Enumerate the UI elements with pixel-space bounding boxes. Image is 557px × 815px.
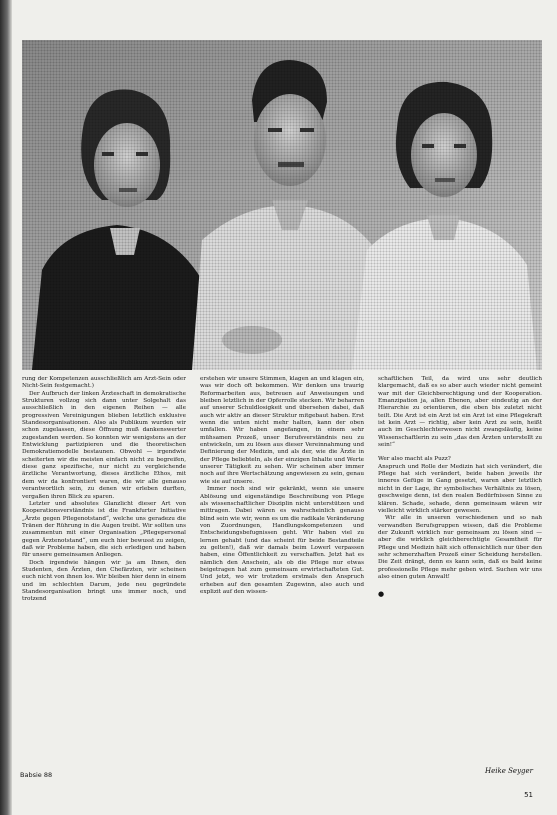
end-of-article-bullet-icon: ● bbox=[378, 590, 385, 599]
article-photo bbox=[22, 40, 542, 370]
scan-edge-shadow bbox=[0, 0, 12, 815]
paragraph: Doch irgendwie hängen wir ja am Ihnen, den Studenten, den Ärzten, den Chefärzten, wir scheinen euch nicht von ihnen los. Wir bleiben hier denn in einem und im schlechten Darum, jede neu gegründete Standesorganisation bringt uns immer noch, und trotzend bbox=[22, 559, 186, 603]
paragraph: Immer noch sind wir gekränkt, wenn sie unsere Ablösung und eigenständige Beschreibung von Pflege als wissenschaftlicher Disziplin nicht unterstützen und mittragen. Dabei wären es wahrscheinlich genauso blind sein wie wir, wenn es um die radikale Veränderung von Zuordnungen, Handlungskompetenzen und Entscheidungsbefugnissen geht. Wir haben viel zu lernen gehabt (und das scheint für beide Bestandteile zu gelten!), daß wir damals beim Lowerl verpassen haben, eine Öffentlichkeit zu verschaffen. Jetzt hat es nämlich den Anschein, als ob die Pflege nur etwas beigetragen hat zum gemeinsam erwirtschafteten Gut. Und jetzt, wo wir trotzdem erstmals den Anspruch erheben auf den gesamten Zugewinn, also auch und explizit auf den wissen- bbox=[200, 486, 364, 595]
paragraph: Wir alle in unseren verschiedenen und so nah verwandten Berufsgruppen wissen, daß die Probleme der Zukunft wirklich nur gemeinsam zu lösen sind — aber die wirklich gleichberechtigte Gesamtheit für Pflege und Medizin hält sich offensichtlich nur über den sehr schmerzhaften Prozeß einer Scheidung herstellen. Die Zeit drängt, denn es kann sein, daß es bald keine professionelle Pflege mehr geben wird. Suchen wir uns also einen guten Anwalt! bbox=[378, 515, 542, 580]
text-column-3 bbox=[378, 376, 542, 761]
paragraph: Anspruch und Rolle der Medizin hat sich verändert, die Pflege hat sich verändert, beide haben jeweils ihr inneres Gefüge in Gang gesetzt, waren aber letztlich nicht in der Lage, ihr symbolisches Verhältnis zu lösen, geschweige denn, ist den realen Bedürfnissen Sinne zu klären. Schade, sehade, denn gemeinsam wären wir vielleicht wirklich stärker gewesen. bbox=[378, 463, 542, 514]
hands-shape bbox=[222, 326, 282, 354]
article-text-columns bbox=[22, 376, 542, 761]
author-signature: Heike Seyger bbox=[485, 767, 533, 775]
magazine-issue-label: Babsie 88 bbox=[20, 771, 53, 779]
paragraph: rung der Kompetenzen ausschließlich am Arzt-Sein oder Nicht-Sein festgemacht.) bbox=[22, 376, 186, 390]
paragraph: erstehen wir unsere Stimmen, klagen an und klagen ein, was wir doch oft bekommen. Wir denken uns traurig Reformarbeiten aus, betreuen auf Anweisungen und bleiben letztlich in der Opferrolle stecken. Wir beharren auf unserer Schuldlosigkeit und übersehen dabei, daß auch wir aktiv an dieser Struktur mitgebaut haben. Erst wenn die unten nicht mehr halten, kann der oben umfallen. Wir haben angefangen, in einem sehr mühsamen Prozeß, unser Berufsverständnis neu zu entwickeln, um zu lösen aus dieser Vereinnahmung und Definierung der Medizin, und als der, wie die Ärzte in der Pflege beliebteln, als der einzigen Inhalte und Werte unserer Tätigkeit zu sehen. Wir scheinen aber immer noch auf ihre Wertschätzung angewiesen zu sein, genau wie sie auf unsere. bbox=[200, 376, 364, 485]
text-column-2 bbox=[200, 376, 364, 761]
text-column-1 bbox=[22, 376, 186, 761]
page-number: 51 bbox=[524, 791, 533, 799]
paragraph: Der Aufbruch der linken Ärzteschaft in demokratische Strukturen vollzog sich dann unter Solgehalt das ausschließlich in den eigenen Reihen — alle progressiven Vereinigungen blieben letztlich exklusive Standesorganisationen. Also als Publikum wurden wir schon zugelassen, diese Öffnung muß dankenswerter zugestanden werden. So konnten wir wenigstens an der Entwicklung partizipieren und die theoretischen Demokratiemodelle bestaunen. Obwohl — irgendwie scheiterten wir die meisten einfach nicht zu begreifen, diese ganz spezifische, nur nicht zu vergleichende ärztliche Verantwortung, dieses ärztliche Ethos, mit dem wir da konfrontiert waren, die wir alle genauso verantwortlich sein, zu denen wir erleben durften, vergaßen ihren Blick zu sparen. bbox=[22, 390, 186, 500]
subheading-question: Wer also macht als Puzz? bbox=[378, 456, 451, 463]
paragraph: Letzter und absolutes Glanzlicht dieser Art von Kooperationsverständnis ist die Frankfurter Initiative „Ärzte gegen Pflegenotstand“, welche uns geradezu die Tränen der Rührung in die Augen treibt. Wir sollten uns zusammentun mit einer Organisation „Pflegepersonal gegen Ärztenotstand“, um euch hier bewusst zu zeigen, daß wir Probleme haben, die sich erledigen und haben für unsere gemeinsamen Anliegen. bbox=[22, 500, 186, 559]
paragraph: schaftlichen Teil, da wird uns sehr deutlich klargemacht, daß es so aber auch wieder nicht gemeint war mit der Gleichberechtigung und der Kooperation. Emanzipation ja, allen Ebenen, aber eindeutig an der Hierarchie zu orientieren, die eben bis zuletzt nicht teilt. Die Arzt ist ein Arzt ist ein Arzt ist eine Pflegekraft ist kein Arzt — richtig, aber kein Arzt zu sein, heißt auch im Geschlechterwesen nicht zwangsläufig, keine Wissenschaftlerin zu sein „das den Ärzten unterstellt zu sein!“ bbox=[378, 376, 542, 449]
photo-illustration bbox=[22, 40, 542, 370]
